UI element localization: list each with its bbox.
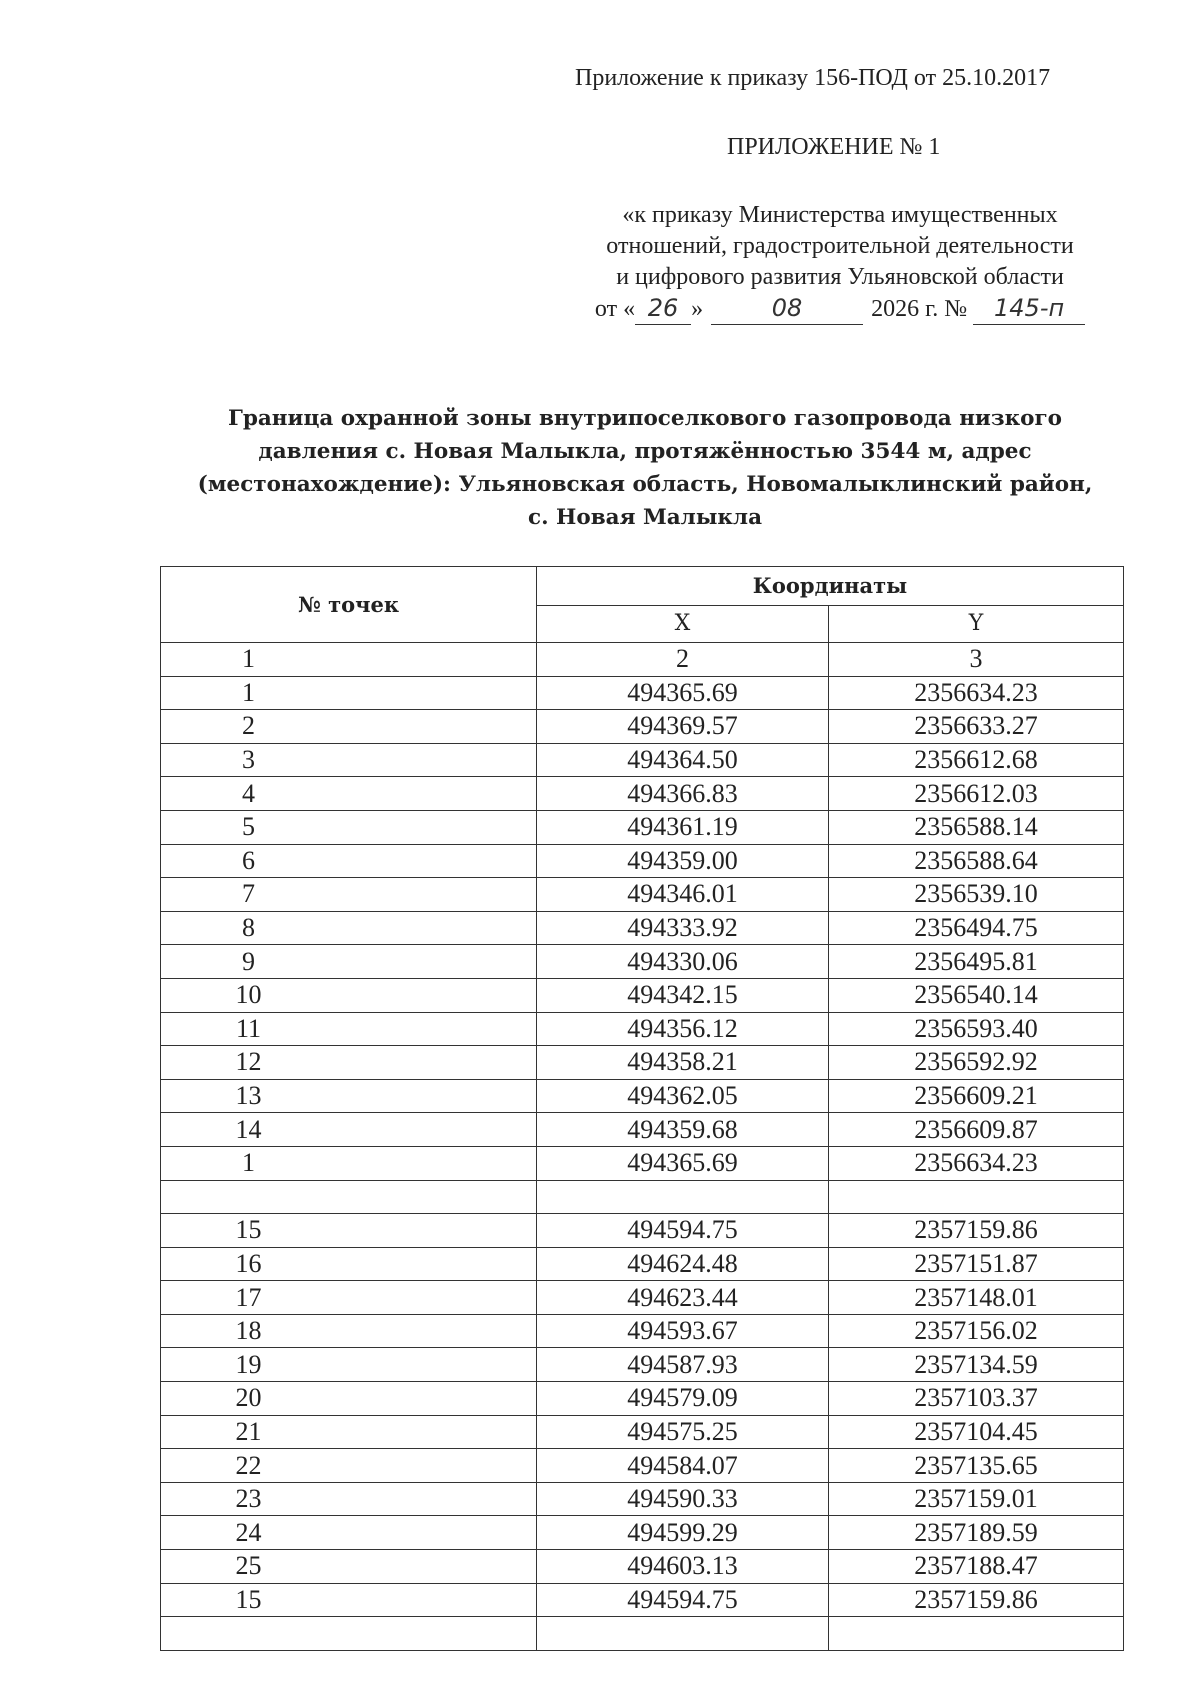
order-line: «к приказу Министерства имущественных bbox=[622, 202, 1058, 228]
table-row bbox=[161, 1146, 1124, 1180]
header-coordinates: Координаты bbox=[537, 567, 1124, 606]
y-coordinate-cell: 2356633.27 bbox=[829, 710, 1124, 744]
x-coordinate-cell: 494333.92 bbox=[537, 911, 829, 945]
header-y: Y bbox=[829, 606, 1124, 643]
table-row bbox=[161, 844, 1124, 878]
point-number-cell: 3 bbox=[161, 743, 537, 777]
table-row bbox=[161, 743, 1124, 777]
order-number-handwritten: 145-п bbox=[973, 293, 1085, 325]
point-number-cell bbox=[161, 1617, 537, 1651]
table-row bbox=[161, 1550, 1124, 1584]
order-line: отношений, градостроительной деятельности bbox=[606, 233, 1074, 259]
x-coordinate-cell: 494603.13 bbox=[537, 1550, 829, 1584]
x-coordinate-cell: 494593.67 bbox=[537, 1314, 829, 1348]
date-day-handwritten: 26 bbox=[635, 293, 691, 325]
point-number-cell: 25 bbox=[161, 1550, 537, 1584]
header-x: X bbox=[537, 606, 829, 643]
x-coordinate-cell bbox=[537, 1617, 829, 1651]
y-coordinate-cell: 2356612.03 bbox=[829, 777, 1124, 811]
appendix-title: ПРИЛОЖЕНИЕ № 1 bbox=[727, 134, 941, 160]
date-year: 2026 г. № bbox=[871, 296, 968, 322]
title-line: с. Новая Малыкла bbox=[527, 505, 762, 530]
table-row bbox=[161, 945, 1124, 979]
x-coordinate-cell: 494362.05 bbox=[537, 1079, 829, 1113]
title-line: давления с. Новая Малыкла, протяжённостью 3544 м, адрес bbox=[258, 439, 1032, 464]
x-coordinate-cell: 494575.25 bbox=[537, 1415, 829, 1449]
point-number-cell: 11 bbox=[161, 1012, 537, 1046]
document-reference-line: Приложение к приказу 156-ПОД от 25.10.2017 bbox=[575, 65, 1051, 91]
y-coordinate-cell: 2356592.92 bbox=[829, 1046, 1124, 1080]
y-coordinate-cell: 2357104.45 bbox=[829, 1415, 1124, 1449]
x-coordinate-cell: 494342.15 bbox=[537, 978, 829, 1012]
x-coordinate-cell: 494579.09 bbox=[537, 1382, 829, 1416]
table-row bbox=[161, 1348, 1124, 1382]
table-row bbox=[161, 1314, 1124, 1348]
table-row bbox=[161, 1516, 1124, 1550]
x-coordinate-cell: 494358.21 bbox=[537, 1046, 829, 1080]
column-number: 1 bbox=[161, 643, 537, 677]
point-number-cell: 16 bbox=[161, 1247, 537, 1281]
y-coordinate-cell: 2357148.01 bbox=[829, 1281, 1124, 1315]
x-coordinate-cell: 494584.07 bbox=[537, 1449, 829, 1483]
table-row bbox=[161, 1214, 1124, 1248]
y-coordinate-cell: 2357189.59 bbox=[829, 1516, 1124, 1550]
y-coordinate-cell: 2356540.14 bbox=[829, 978, 1124, 1012]
order-date-line bbox=[560, 293, 1120, 325]
y-coordinate-cell: 2357151.87 bbox=[829, 1247, 1124, 1281]
table-row bbox=[161, 911, 1124, 945]
y-coordinate-cell: 2357156.02 bbox=[829, 1314, 1124, 1348]
x-coordinate-cell: 494364.50 bbox=[537, 743, 829, 777]
y-coordinate-cell: 2357159.01 bbox=[829, 1482, 1124, 1516]
table-row bbox=[161, 1012, 1124, 1046]
point-number-cell: 6 bbox=[161, 844, 537, 878]
x-coordinate-cell: 494369.57 bbox=[537, 710, 829, 744]
table-row bbox=[161, 1247, 1124, 1281]
point-number-cell: 15 bbox=[161, 1214, 537, 1248]
table-row bbox=[161, 710, 1124, 744]
x-coordinate-cell: 494346.01 bbox=[537, 878, 829, 912]
table-row bbox=[161, 1046, 1124, 1080]
coordinates-table bbox=[160, 566, 1124, 1651]
point-number-cell: 8 bbox=[161, 911, 537, 945]
point-number-cell: 1 bbox=[161, 676, 537, 710]
y-coordinate-cell: 2357135.65 bbox=[829, 1449, 1124, 1483]
point-number-cell: 13 bbox=[161, 1079, 537, 1113]
y-coordinate-cell: 2357188.47 bbox=[829, 1550, 1124, 1584]
x-coordinate-cell: 494330.06 bbox=[537, 945, 829, 979]
point-number-cell: 17 bbox=[161, 1281, 537, 1315]
y-coordinate-cell: 2357159.86 bbox=[829, 1214, 1124, 1248]
y-coordinate-cell: 2357103.37 bbox=[829, 1382, 1124, 1416]
title-line: (местонахождение): Ульяновская область, Новомалыклинский район, bbox=[197, 472, 1093, 497]
point-number-cell: 9 bbox=[161, 945, 537, 979]
x-coordinate-cell: 494599.29 bbox=[537, 1516, 829, 1550]
y-coordinate-cell bbox=[829, 1180, 1124, 1214]
x-coordinate-cell: 494366.83 bbox=[537, 777, 829, 811]
table-row bbox=[161, 1382, 1124, 1416]
point-number-cell: 7 bbox=[161, 878, 537, 912]
y-coordinate-cell: 2356539.10 bbox=[829, 878, 1124, 912]
column-number: 3 bbox=[829, 643, 1124, 677]
point-number-cell: 24 bbox=[161, 1516, 537, 1550]
point-number-cell: 19 bbox=[161, 1348, 537, 1382]
x-coordinate-cell bbox=[537, 1180, 829, 1214]
point-number-cell: 4 bbox=[161, 777, 537, 811]
y-coordinate-cell: 2356588.64 bbox=[829, 844, 1124, 878]
y-coordinate-cell: 2356494.75 bbox=[829, 911, 1124, 945]
x-coordinate-cell: 494356.12 bbox=[537, 1012, 829, 1046]
point-number-cell: 14 bbox=[161, 1113, 537, 1147]
x-coordinate-cell: 494361.19 bbox=[537, 810, 829, 844]
table-row bbox=[161, 1079, 1124, 1113]
point-number-cell: 10 bbox=[161, 978, 537, 1012]
table-row bbox=[161, 1583, 1124, 1617]
y-coordinate-cell: 2356495.81 bbox=[829, 945, 1124, 979]
table-row bbox=[161, 1415, 1124, 1449]
y-coordinate-cell: 2356609.21 bbox=[829, 1079, 1124, 1113]
table-row bbox=[161, 1482, 1124, 1516]
table-row bbox=[161, 1617, 1124, 1651]
point-number-cell: 21 bbox=[161, 1415, 537, 1449]
x-coordinate-cell: 494594.75 bbox=[537, 1583, 829, 1617]
x-coordinate-cell: 494365.69 bbox=[537, 1146, 829, 1180]
y-coordinate-cell: 2356609.87 bbox=[829, 1113, 1124, 1147]
y-coordinate-cell: 2356612.68 bbox=[829, 743, 1124, 777]
x-coordinate-cell: 494594.75 bbox=[537, 1214, 829, 1248]
y-coordinate-cell bbox=[829, 1617, 1124, 1651]
column-number: 2 bbox=[537, 643, 829, 677]
y-coordinate-cell: 2356593.40 bbox=[829, 1012, 1124, 1046]
x-coordinate-cell: 494365.69 bbox=[537, 676, 829, 710]
table-row bbox=[161, 810, 1124, 844]
date-prefix: от « bbox=[594, 296, 636, 322]
point-number-cell: 1 bbox=[161, 1146, 537, 1180]
point-number-cell: 23 bbox=[161, 1482, 537, 1516]
y-coordinate-cell: 2356588.14 bbox=[829, 810, 1124, 844]
document-title bbox=[170, 402, 1120, 534]
x-coordinate-cell: 494587.93 bbox=[537, 1348, 829, 1382]
y-coordinate-cell: 2357134.59 bbox=[829, 1348, 1124, 1382]
point-number-cell: 18 bbox=[161, 1314, 537, 1348]
x-coordinate-cell: 494590.33 bbox=[537, 1482, 829, 1516]
x-coordinate-cell: 494359.68 bbox=[537, 1113, 829, 1147]
date-quote-close: » bbox=[691, 296, 704, 322]
point-number-cell bbox=[161, 1180, 537, 1214]
point-number-cell: 5 bbox=[161, 810, 537, 844]
order-reference-block bbox=[560, 200, 1120, 325]
point-number-cell: 22 bbox=[161, 1449, 537, 1483]
x-coordinate-cell: 494359.00 bbox=[537, 844, 829, 878]
title-line: Граница охранной зоны внутрипоселкового газопровода низкого bbox=[228, 406, 1062, 431]
y-coordinate-cell: 2357159.86 bbox=[829, 1583, 1124, 1617]
table-row bbox=[161, 1180, 1124, 1214]
order-line: и цифрового развития Ульяновской области bbox=[616, 264, 1064, 290]
x-coordinate-cell: 494623.44 bbox=[537, 1281, 829, 1315]
table-row bbox=[161, 978, 1124, 1012]
table-row bbox=[161, 676, 1124, 710]
table-row bbox=[161, 777, 1124, 811]
table-row bbox=[161, 1281, 1124, 1315]
point-number-cell: 12 bbox=[161, 1046, 537, 1080]
point-number-cell: 2 bbox=[161, 710, 537, 744]
header-point-numbers: № точек bbox=[161, 567, 537, 643]
point-number-cell: 15 bbox=[161, 1583, 537, 1617]
y-coordinate-cell: 2356634.23 bbox=[829, 1146, 1124, 1180]
table-row bbox=[161, 1449, 1124, 1483]
x-coordinate-cell: 494624.48 bbox=[537, 1247, 829, 1281]
table-row bbox=[161, 878, 1124, 912]
point-number-cell: 20 bbox=[161, 1382, 537, 1416]
y-coordinate-cell: 2356634.23 bbox=[829, 676, 1124, 710]
table-row bbox=[161, 1113, 1124, 1147]
date-month-handwritten: 08 bbox=[711, 293, 863, 325]
